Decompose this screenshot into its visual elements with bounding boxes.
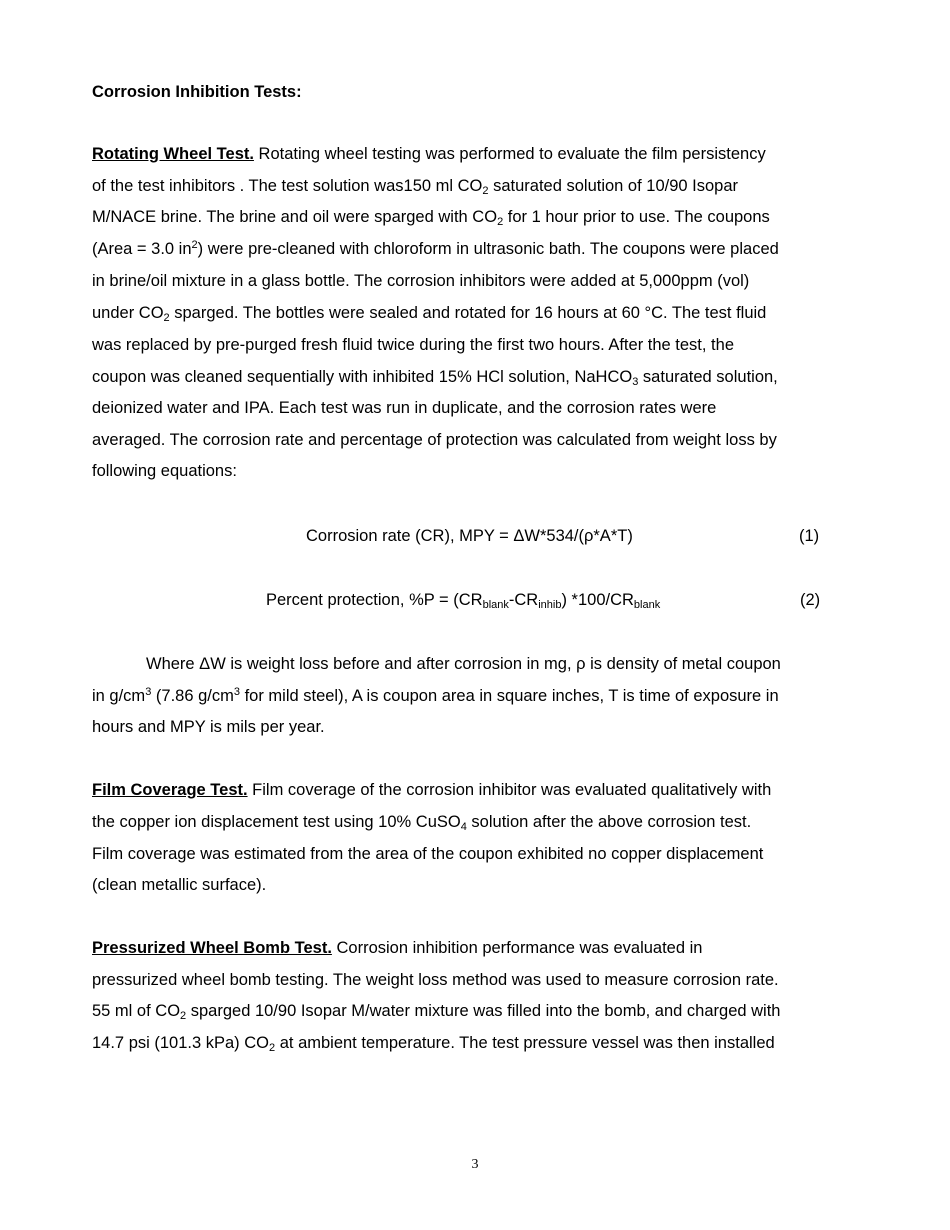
rotating-line-4: (Area = 3.0 $in^2$) were pre-cleaned with chloroform in ultrasonic bath. The coupons were placed — [92, 239, 779, 258]
rotating-wheel-test-title: Rotating Wheel Test. — [92, 145, 254, 163]
rotating-line-6: under $CO_2$ sparged. The bottles were sealed and rotated for 16 hours at 60 °C. The test fluid — [92, 304, 767, 324]
rotating-line-9: deionized water and IPA. Each test was run in duplicate, and the corrosion rates were — [92, 399, 717, 417]
bomb-line-2: pressurized wheel bomb testing. The weight loss method was used to measure corrosion rate. — [92, 971, 779, 989]
equation-2-number: (2) — [800, 591, 821, 609]
film-line-4: (clean metallic surface). — [92, 876, 267, 894]
rotating-line-1: Rotating Wheel Test. Rotating wheel testing was performed to evaluate the film persistency — [92, 145, 766, 163]
rotating-line-8: coupon was cleaned sequentially with inhibited 15% HCl solution, NaHCO$_3$ saturated solution, — [92, 368, 778, 388]
equation-1-number: (1) — [799, 527, 820, 545]
film-line-2: the copper ion displacement test using 10% CuSO$_4$ solution after the above corrosion test. — [92, 813, 752, 833]
film-line-3: Film coverage was estimated from the area of the coupon exhibited no copper displacement — [92, 845, 764, 863]
equation-1: Corrosion rate (CR), MPY = ΔW*534/(ρ*A*T) — [306, 527, 633, 545]
where-line-2: in $g/cm^3$ (7.86 $g/cm^3$ for mild steel), A is coupon area in square inches, T is time of exposure in — [92, 686, 779, 705]
rotating-line-10: averaged. The corrosion rate and percentage of protection was calculated from weight loss by — [92, 431, 777, 449]
rotating-line-2: of the test inhibitors . The test solution was150 ml $CO_2$ saturated solution of 10/90 Isopar — [92, 177, 739, 197]
film-line-1: Film Coverage Test. Film coverage of the corrosion inhibitor was evaluated qualitatively with — [92, 781, 772, 799]
where-line-1: Where ΔW is weight loss before and after corrosion in mg, ρ is density of metal coupon — [146, 655, 781, 673]
rotating-line-5: in brine/oil mixture in a glass bottle. The corrosion inhibitors were added at 5,000ppm (vol) — [92, 272, 750, 290]
bomb-line-1: Pressurized Wheel Bomb Test. Corrosion inhibition performance was evaluated in — [92, 939, 703, 957]
page-number: 3 — [471, 1157, 479, 1172]
equation-2: Percent protection, $\%P = (CR_{blank}-CR_{inhib})$ $*100/CR_{blank}$ — [266, 591, 661, 611]
bomb-line-4: 14.7 psi (101.3 kPa) $CO_2$ at ambient temperature. The test pressure vessel was then installed — [92, 1034, 775, 1054]
rotating-line-7: was replaced by pre-purged fresh fluid twice during the first two hours. After the test, the — [92, 336, 734, 354]
rotating-line-3: M/NACE brine. The brine and oil were sparged with $CO_2$ for 1 hour prior to use. The coupons — [92, 208, 770, 228]
pressurized-wheel-bomb-test-title: Pressurized Wheel Bomb Test. — [92, 939, 332, 957]
where-line-3: hours and MPY is mils per year. — [92, 718, 325, 736]
film-coverage-test-title: Film Coverage Test. — [92, 781, 248, 799]
bomb-line-3: 55 ml of $CO_2$ sparged 10/90 Isopar M/water mixture was filled into the bomb, and charged with — [92, 1002, 781, 1022]
section-heading: Corrosion Inhibition Tests: — [92, 83, 302, 101]
rotating-line-11: following equations: — [92, 462, 237, 480]
